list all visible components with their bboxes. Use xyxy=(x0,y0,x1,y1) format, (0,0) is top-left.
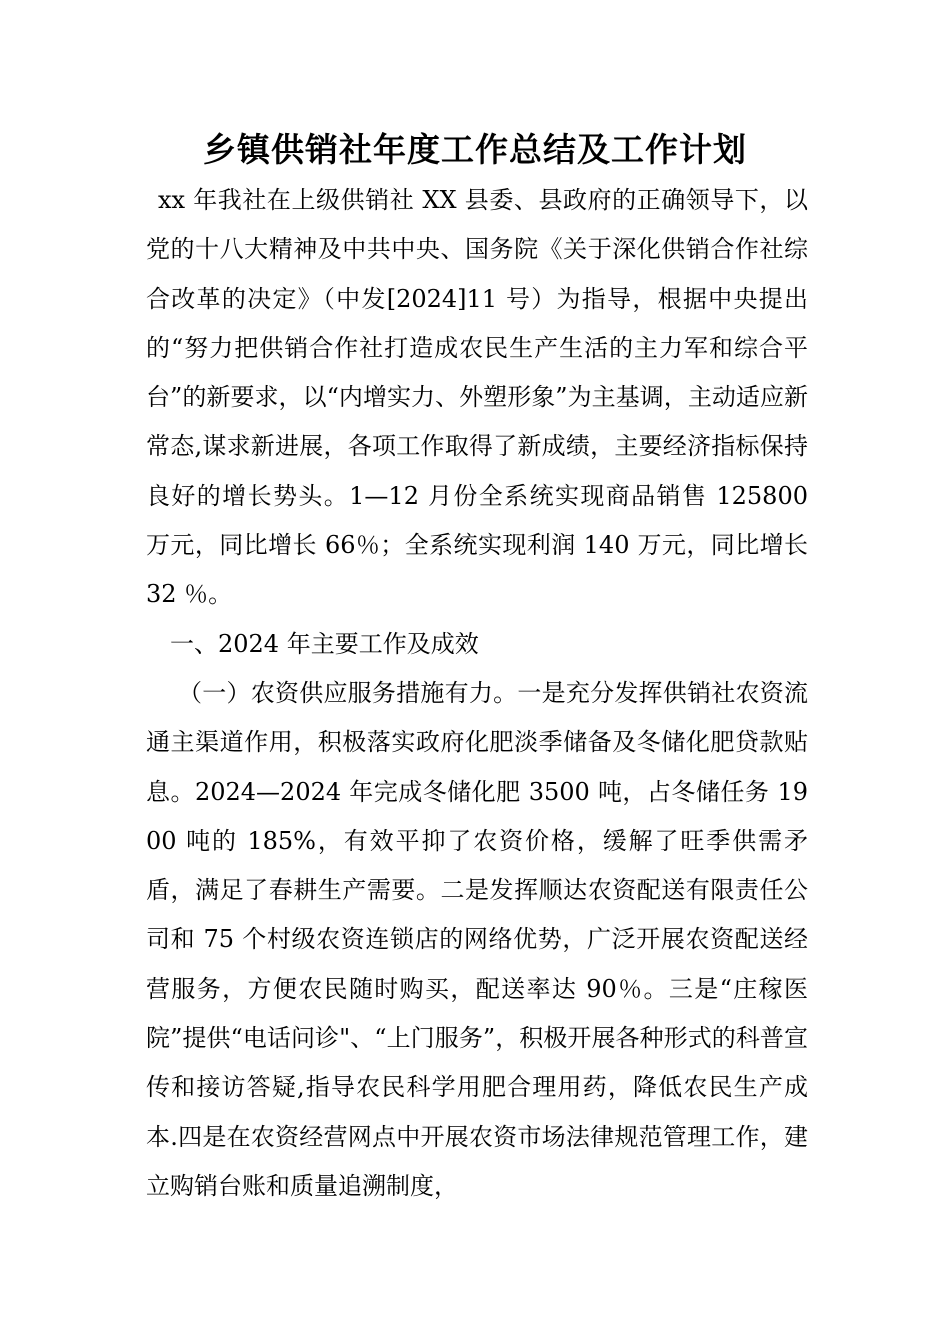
document-body xyxy=(146,176,808,1211)
document-title: 乡镇供销社年度工作总结及工作计划 xyxy=(203,130,747,169)
section-heading: 一、2024 年主要工作及成效 xyxy=(170,629,479,658)
body-paragraph: （一）农资供应服务措施有力。一是充分发挥供销社农资流通主渠道作用，积极落实政府化肥淡季储备及冬储化肥贷款贴息。2024—2024 年完成冬储化肥 3500 吨，占冬储任务 1900 吨的 185%，有效平抑了农资价格，缓解了旺季供需矛盾，满足了春耕生产需要。二是发挥顺达农资配送有限责任公司和 75 个村级农资连锁店的网络优势，广泛开展农资配送经营服务，方便农民随时购买，配送率达 90％。三是“庄稼医院”提供“电话问诊"、“上门服务”，积极开展各种形式的科普宣传和接访答疑,指导农民科学用肥合理用药，降低农民生产成本.四是在农资经营网点中开展农资市场法律规范管理工作，建立购销台账和质量追溯制度， xyxy=(146,678,808,1200)
intro-paragraph: xx 年我社在上级供销社 XX 县委、县政府的正确领导下，以党的十八大精神及中共中央、国务院《关于深化供销合作社综合改革的决定》（中发[2024]11 号）为指导，根据中央提出的“努力把供销合作社打造成农民生产生活的主力军和综合平台”的新要求，以“内增实力、外塑形象”为主基调，主动适应新常态,谋求新进展，各项工作取得了新成绩，主要经济指标保持良好的增长势头。1—12 月份全系统实现商品销售 125800 万元，同比增长 66％；全系统实现利润 140 万元，同比增长 32 ％。 xyxy=(146,186,808,609)
